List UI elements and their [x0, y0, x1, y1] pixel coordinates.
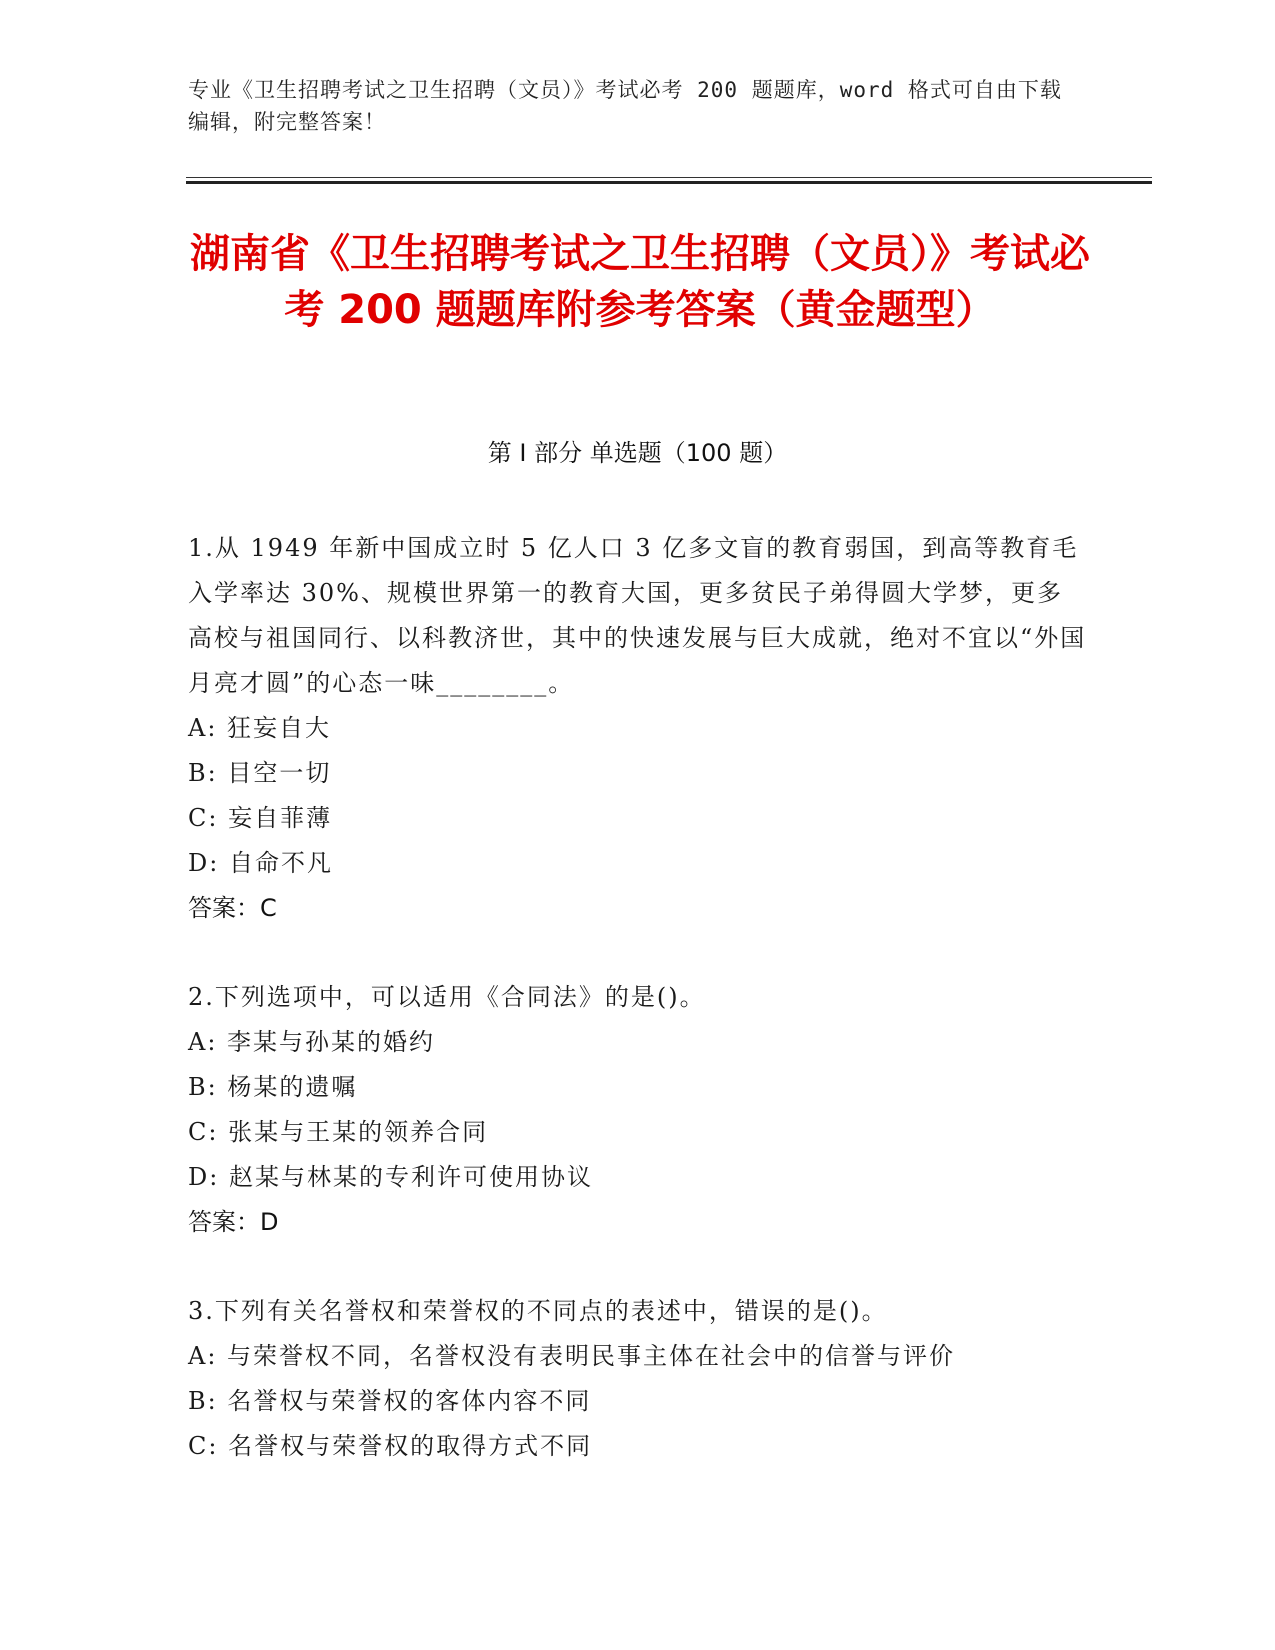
header-rule-thick	[186, 181, 1152, 184]
question-3	[188, 1289, 1088, 1469]
option-c: C: 名誉权与荣誉权的取得方式不同	[188, 1432, 593, 1460]
question-stem: 1.从 1949 年新中国成立时 5 亿人口 3 亿多文盲的教育弱国，到高等教育毛入学率达 30%、规模世界第一的教育大国，更多贫民子弟得圆大学梦，更多高校与祖国同行、以科教济世，其中的快速发展与巨大成就，绝对不宜以“外国月亮才圆”的心态一味________。	[188, 534, 1087, 697]
option-c: C: 张某与王某的领养合同	[188, 1118, 489, 1146]
option-d: D: 赵某与林某的专利许可使用协议	[188, 1163, 593, 1191]
option-b: B: 目空一切	[188, 759, 332, 787]
option-a: A: 李某与孙某的婚约	[188, 1028, 436, 1056]
option-d: D: 自命不凡	[188, 849, 333, 877]
option-c: C: 妄自菲薄	[188, 804, 333, 832]
question-list	[188, 526, 1088, 1513]
option-b: B: 杨某的遗嘱	[188, 1073, 358, 1101]
answer-line: 答案：C	[188, 894, 277, 922]
question-1	[188, 526, 1088, 931]
option-b: B: 名誉权与荣誉权的客体内容不同	[188, 1387, 592, 1415]
header-rule-thin	[186, 177, 1152, 178]
section-heading: 第 I 部分 单选题（100 题）	[487, 439, 788, 467]
answer-line: 答案：D	[188, 1208, 279, 1236]
document-title: 湖南省《卫生招聘考试之卫生招聘（文员）》考试必考 200 题题库附参考答案（黄金题型）	[190, 231, 1090, 333]
header-note: 专业《卫生招聘考试之卫生招聘（文员）》考试必考 200 题题库，word 格式可自由下载编辑，附完整答案！	[188, 78, 1062, 134]
option-a: A: 与荣誉权不同，名誉权没有表明民事主体在社会中的信誉与评价	[188, 1342, 956, 1370]
question-stem: 2.下列选项中，可以适用《合同法》的是()。	[188, 983, 706, 1011]
question-stem: 3.下列有关名誉权和荣誉权的不同点的表述中，错误的是()。	[188, 1297, 888, 1325]
option-a: A: 狂妄自大	[188, 714, 332, 742]
question-2	[188, 975, 1088, 1245]
